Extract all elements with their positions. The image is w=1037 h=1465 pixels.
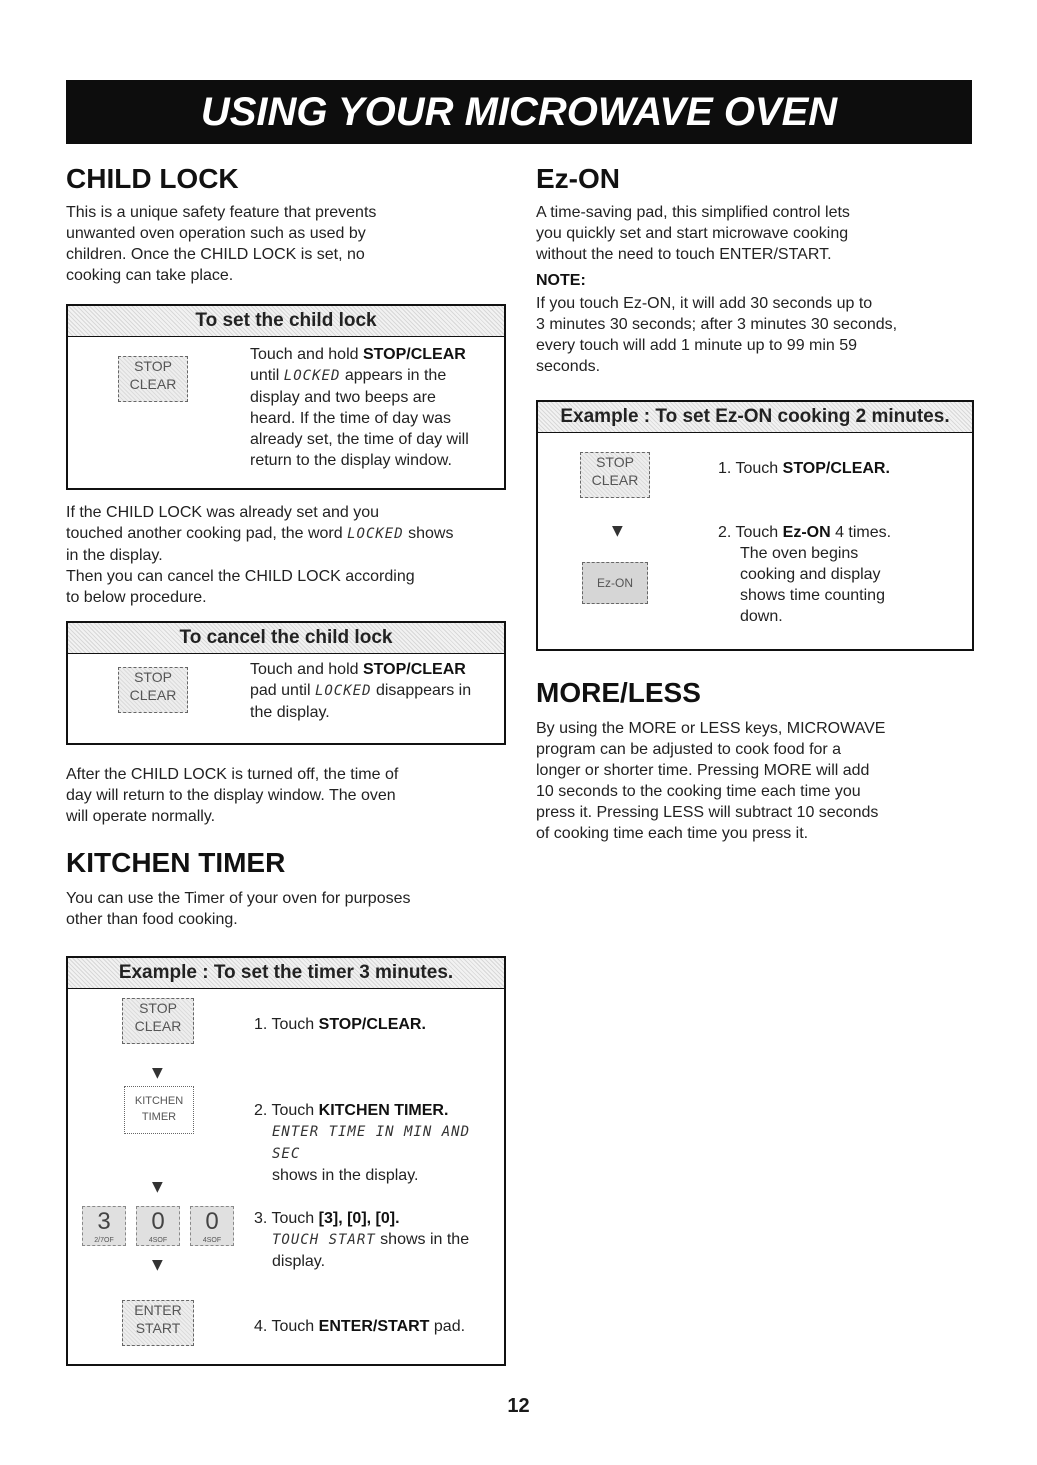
child-lock-section	[66, 162, 506, 286]
kitchen-timer-heading: KITCHEN TIMER	[66, 847, 286, 878]
timer-step-3: 3. Touch [3], [0], [0]. TOUCH START shows in the display.	[254, 1210, 470, 1270]
ez-on-section	[536, 162, 976, 377]
child-lock-heading: CHILD LOCK	[66, 163, 239, 194]
kitchen-timer-example-title: Example : To set the timer 3 minutes.	[68, 958, 504, 989]
digit-key-0: 0 4SOF	[190, 1206, 234, 1246]
ez-on-example-title: Example : To set Ez-ON cooking 2 minutes.	[538, 402, 972, 433]
cancel-child-lock-box	[66, 621, 506, 745]
stop-clear-key-icon: STOP CLEAR	[118, 356, 188, 402]
set-child-lock-title: To set the child lock	[68, 306, 504, 337]
ez-on-note-label: NOTE:	[536, 272, 586, 289]
stop-clear-key-icon: STOP CLEAR	[580, 452, 650, 498]
down-arrow-icon: ▼	[152, 1179, 163, 1195]
more-less-body: By using the MORE or LESS keys, MICROWAVE program can be adjusted to cook food for a longer or shorter time. Pressing MORE will add 10 seconds to the cooking time each time you press it. Pressing LESS will subtract 10 seconds of cooking time each time you press it.	[536, 720, 886, 842]
kitchen-timer-section	[66, 846, 506, 930]
timer-step-1: 1. Touch STOP/CLEAR.	[254, 1016, 426, 1033]
enter-start-key-icon: ENTER START	[122, 1300, 194, 1346]
ez-on-heading: Ez-ON	[536, 163, 620, 194]
set-child-lock-instructions: Touch and hold STOP/CLEAR until LOCKED appears in the display and two beeps are heard. If the time of day was already set, the time of day will return to the display window.	[250, 346, 469, 469]
kitchen-timer-intro: You can use the Timer of your oven for purposes other than food cooking.	[66, 890, 411, 928]
ez-on-note: If you touch Ez-ON, it will add 30 seconds up to 3 minutes 30 seconds; after 3 minutes 30 seconds, every touch will add 1 minute up to 99 min 59 seconds.	[536, 295, 898, 375]
stop-clear-key-icon: STOP CLEAR	[122, 998, 194, 1044]
kitchen-timer-key-icon: KITCHEN TIMER	[124, 1086, 194, 1134]
digit-key-3: 3 2/7OF	[82, 1206, 126, 1246]
page-number: 12	[507, 1395, 530, 1417]
more-less-section	[536, 676, 976, 844]
down-arrow-icon: ▼	[152, 1257, 163, 1273]
set-child-lock-box	[66, 304, 506, 490]
stop-clear-key-icon: STOP CLEAR	[118, 667, 188, 713]
ez-on-step-1: 1. Touch STOP/CLEAR.	[718, 460, 890, 477]
cancel-child-lock-title: To cancel the child lock	[68, 623, 504, 654]
digit-key-0: 0 4SOF	[136, 1206, 180, 1246]
timer-step-4: 4. Touch ENTER/START pad.	[254, 1318, 466, 1335]
ez-on-intro: A time-saving pad, this simplified control lets you quickly set and start microwave cooking without the need to touch ENTER/START.	[536, 204, 850, 263]
page-banner: USING YOUR MICROWAVE OVEN	[66, 80, 972, 144]
timer-step-2: 2. Touch KITCHEN TIMER. ENTER TIME IN MIN AND SEC shows in the display.	[254, 1102, 471, 1184]
child-lock-middle-text: If the CHILD LOCK was already set and you touched another cooking pad, the word LOCKED shows in the display. Then you can cancel the CHILD LOCK according to below procedure.	[66, 504, 454, 606]
child-lock-intro: This is a unique safety feature that prevents unwanted oven operation such as used by children. Once the CHILD LOCK is set, no cooking can take place.	[66, 204, 377, 284]
down-arrow-icon: ▼	[152, 1065, 163, 1081]
child-lock-after-text: After the CHILD LOCK is turned off, the time of day will return to the display window. The oven will operate normally.	[66, 766, 399, 825]
more-less-heading: MORE/LESS	[536, 677, 701, 708]
kitchen-timer-example-box	[66, 956, 506, 1366]
ez-on-example-box	[536, 400, 974, 651]
cancel-child-lock-instructions: Touch and hold STOP/CLEAR pad until LOCKED disappears in the display.	[250, 661, 472, 721]
ez-on-step-2: 2. Touch Ez-ON 4 times. The oven begins cooking and display shows time counting down.	[718, 524, 892, 625]
ez-on-key-icon: Ez-ON	[582, 562, 648, 604]
down-arrow-icon: ▼	[612, 523, 623, 539]
